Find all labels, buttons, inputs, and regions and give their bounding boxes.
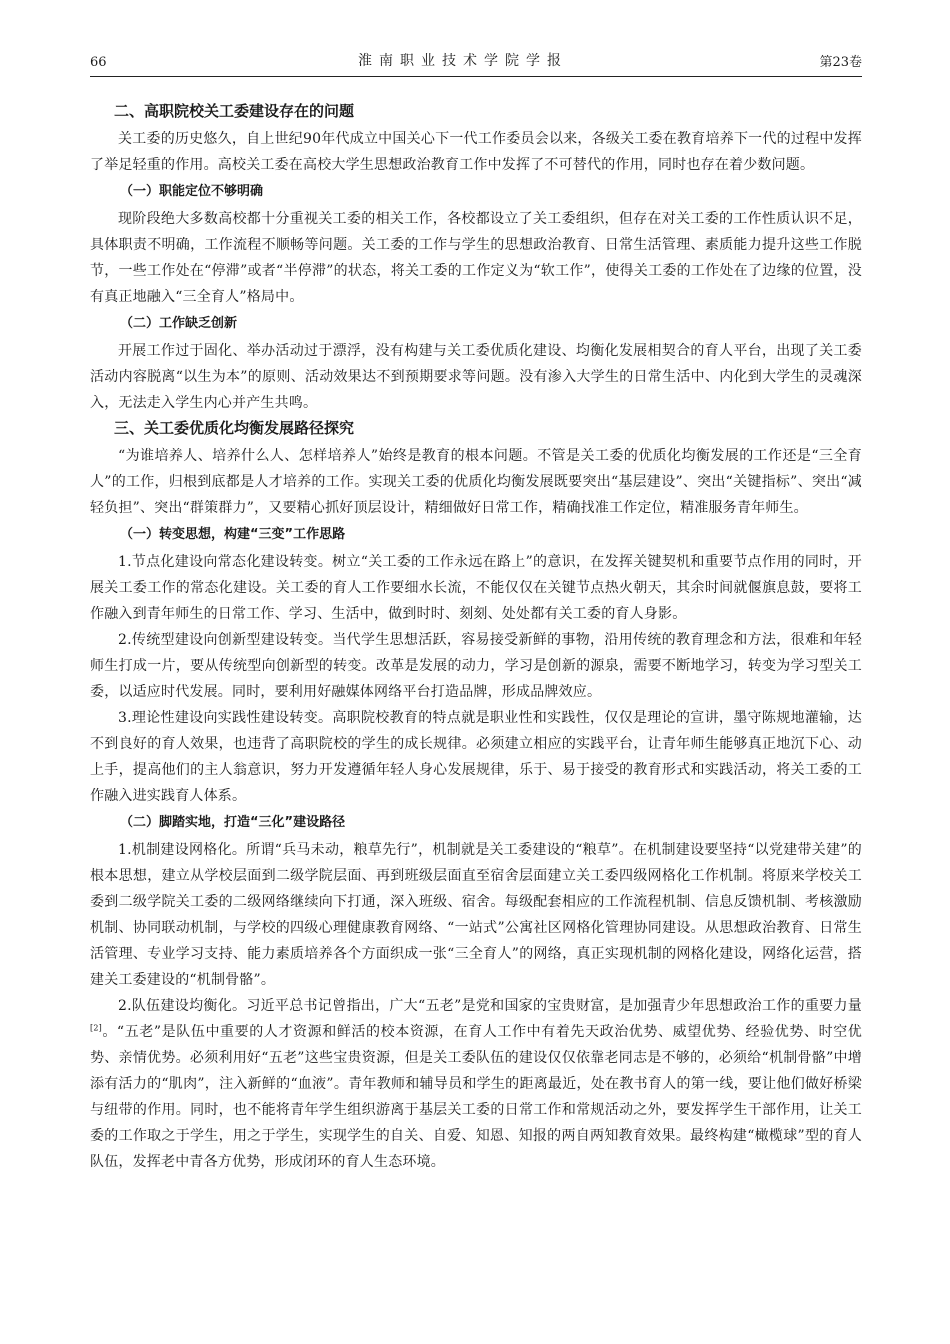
subsection-heading-3-1: （一）转变思想，构建“三变”工作思路: [120, 527, 346, 542]
paragraph: 2.传统型建设向创新型建设转变。当代学生思想活跃，容易接受新鲜的事物，沿用传统的教育理念和方法，很难和年轻师生打成一片，要从传统型向创新型的转变。改革是发展的动力，学习是创新的源泉，需要不断地学习，转变为学习型关工委，以适应时代发展。同时，要利用好融媒体网络平台打造品牌，形成品牌效应。: [90, 632, 862, 700]
paragraph: 3.理论性建设向实践性建设转变。高职院校教育的特点就是职业性和实践性，仅仅是理论的宣讲，墨守陈规地灌输，达不到良好的育人效果，也违背了高职院校的学生的成长规律。必须建立相应的实践平台，让青年师生能够真正地沉下心、动上手，提高他们的主人翁意识，努力开发遵循年轻人身心发展规律，乐于、易于接受的教育形式和实践活动，将关工委的工作融入进实践育人体系。: [90, 710, 862, 804]
section-heading-3: 三、关工委优质化均衡发展路径探究: [114, 419, 355, 437]
subsection-heading-2-2: （二）工作缺乏创新: [120, 316, 238, 331]
paragraph-text: 2.队伍建设均衡化。习近平总书记曾指出，广大“五老”是党和国家的宝贵财富，是加强青少年思想政治工作的重要力量: [118, 998, 862, 1014]
subsection-heading-3-2: （二）脚踏实地，打造“三化”建设路径: [120, 815, 346, 830]
section-heading-2: 二、高职院校关工委建设存在的问题: [114, 102, 355, 120]
paragraph-text: 。“五老”是队伍中重要的人才资源和鲜活的校本资源，在育人工作中有着先天政治优势、威望优势、经验优势、时空优势、亲情优势。必须利用好“五老”这些宝贵资源，但是关工委队伍的建设仅仅依靠老同志是不够的，必须给“机制骨骼”中增添有活力的“肌肉”，注入新鲜的“血液”。青年教师和辅导员和学生的距离最近，处在教书育人的第一线，要让他们做好桥梁与纽带的作用。同时，也不能将青年学生组织游离于基层关工委的日常工作和常规活动之外，要发挥学生干部作用，让关工委的工作取之于学生，用之于学生，实现学生的自关、自爱、知恩、知报的两自两知教育效果。最终构建“橄榄球”型的育人队伍，发挥老中青各方优势，形成闭环的育人生态环境。: [90, 1024, 862, 1170]
paragraph-with-citation: [90, 993, 862, 1175]
paragraph: 现阶段绝大多数高校都十分重视关工委的相关工作，各校都设立了关工委组织，但存在对关工委的工作性质认识不足，具体职责不明确，工作流程不顺畅等问题。关工委的工作与学生的思想政治教育、日常生活管理、素质能力提升这些工作脱节，一些工作处在“停滞”或者“半停滞”的状态，将关工委的工作定义为“软工作”，使得关工委的工作处在了边缘的位置，没有真正地融入“三全育人”格局中。: [90, 211, 862, 305]
journal-title: 淮南职业技术学院学报: [358, 53, 568, 69]
page-number: 66: [90, 55, 107, 70]
running-header: [90, 50, 862, 77]
volume-label: 第23卷: [819, 55, 862, 70]
paragraph: 开展工作过于固化、举办活动过于漂浮，没有构建与关工委优质化建设、均衡化发展相契合的育人平台，出现了关工委活动内容脱离“以生为本”的原则、活动效果达不到预期要求等问题。没有渗入大学生的日常生活中、内化到大学生的灵魂深入，无法走入学生内心并产生共鸣。: [90, 343, 862, 411]
article-body: [90, 99, 862, 1175]
subsection-heading-2-1: （一）职能定位不够明确: [120, 184, 264, 199]
paragraph: 1.机制建设网格化。所谓“兵马未动，粮草先行”，机制就是关工委建设的“粮草”。在机制建设要坚持“以党建带关建”的根本思想，建立从学校层面到二级学院层面、再到班级层面直至宿舍层面建立关工委四级网格化工作机制。将原来学校关工委到二级学院关工委的二级网络继续向下打通，深入班级、宿舍。每级配套相应的工作流程机制、信息反馈机制、考核激励机制、协同联动机制，与学校的四级心理健康教育网络、“一站式”公寓社区网格化管理协同建设。从思想政治教育、日常生活管理、专业学习支持、能力素质培养各个方面织成一张“三全育人”的网络，真正实现机制的网格化建设，网络化运营，搭建关工委建设的“机制骨骼”。: [90, 842, 862, 988]
paragraph: 1.节点化建设向常态化建设转变。树立“关工委的工作永远在路上”的意识，在发挥关键契机和重要节点作用的同时，开展关工委工作的常态化建设。关工委的育人工作要细水长流，不能仅仅在关键节点热火朝天，其余时间就偃旗息鼓，要将工作融入到青年师生的日常工作、学习、生活中，做到时时、刻刻、处处都有关工委的育人身影。: [90, 554, 862, 622]
citation-ref[interactable]: [2]: [90, 1023, 102, 1033]
journal-page: [90, 50, 862, 1175]
paragraph: 关工委的历史悠久，自上世纪90年代成立中国关心下一代工作委员会以来，各级关工委在教育培养下一代的过程中发挥了举足轻重的作用。高校关工委在高校大学生思想政治教育工作中发挥了不可替代的作用，同时也存在着少数问题。: [90, 131, 862, 173]
paragraph: “为谁培养人、培养什么人、怎样培养人”始终是教育的根本问题。不管是关工委的优质化均衡发展的工作还是“三全育人”的工作，归根到底都是人才培养的工作。实现关工委的优质化均衡发展既要突出“基层建设”、突出“关键指标”、突出“减轻负担”、突出“群策群力”，又要精心抓好顶层设计，精细做好日常工作，精确找准工作定位，精准服务青年师生。: [90, 448, 862, 516]
